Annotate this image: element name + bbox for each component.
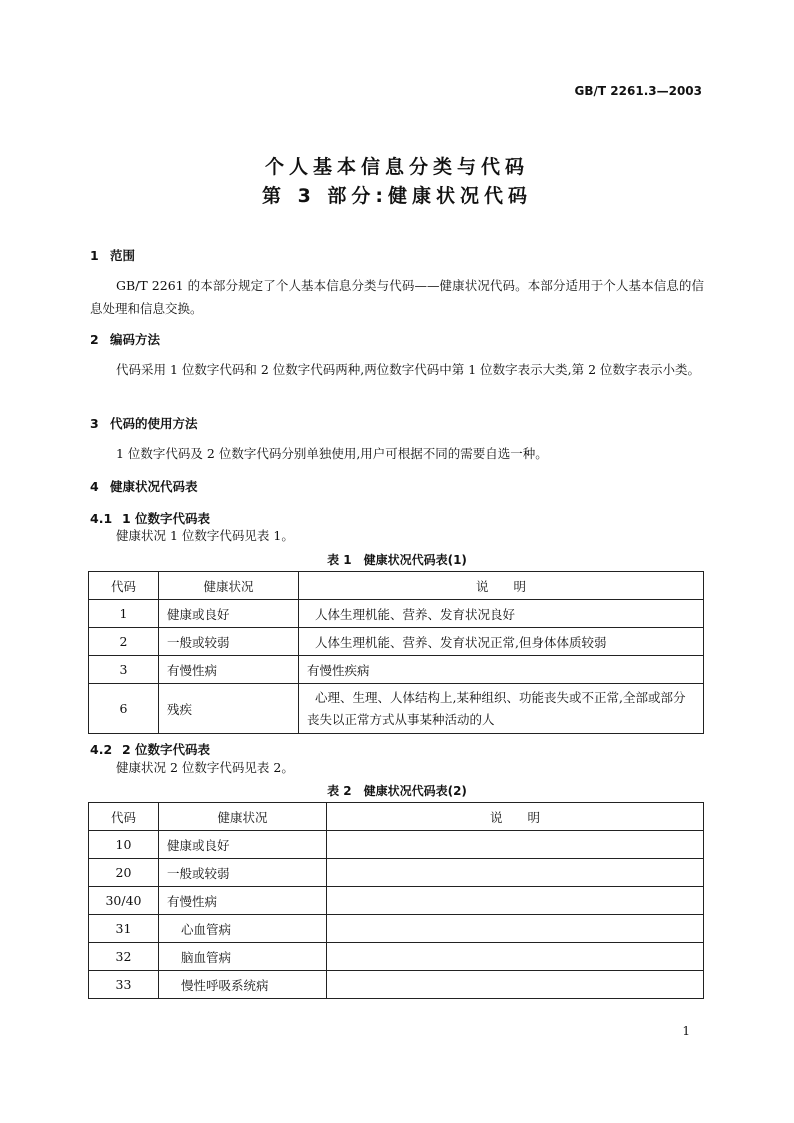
paragraph-text: 健康状况 1 位数字代码见表 1。	[116, 528, 294, 543]
cell-description	[299, 628, 704, 656]
table-row	[89, 628, 704, 656]
cell-status: 一般或较弱	[159, 628, 299, 656]
paragraph-text: 1 位数字代码及 2 位数字代码分别单独使用,用户可根据不同的需要自选一种。	[116, 446, 548, 461]
cell-description: 心理、生理、人体结构上,某种组织、功能丧失或不正常,全部或部分丧失以正常方式从事某种活动的人	[299, 684, 704, 734]
cell-code: 30/40	[89, 887, 159, 915]
description-text: 人体生理机能、营养、发育状况正常,但身体体质较弱	[315, 634, 607, 650]
cell-status: 一般或较弱	[159, 859, 327, 887]
section-4-1-paragraph	[90, 524, 704, 547]
standard-number: GB/T 2261.3—2003	[574, 84, 702, 98]
header-cell-code: 代码	[89, 572, 159, 600]
section-title: 范围	[110, 248, 136, 263]
cell-description	[327, 887, 704, 915]
cell-code: 6	[89, 684, 159, 734]
cell-status: 有慢性病	[159, 656, 299, 684]
cell-status: 心血管病	[159, 915, 327, 943]
table-row	[89, 656, 704, 684]
section-number: 2	[90, 332, 99, 347]
cell-code: 2	[89, 628, 159, 656]
section-title: 健康状况代码表	[110, 479, 198, 494]
cell-status: 健康或良好	[159, 600, 299, 628]
cell-code: 3	[89, 656, 159, 684]
section-3-paragraph	[90, 442, 704, 465]
table-2	[88, 802, 704, 999]
table-row	[89, 887, 704, 915]
section-title: 编码方法	[110, 332, 161, 347]
section-2-heading	[90, 330, 160, 348]
section-4-heading	[90, 477, 198, 495]
section-number: 4.1	[90, 511, 113, 526]
header-cell-code: 代码	[89, 803, 159, 831]
cell-status: 慢性呼吸系统病	[159, 971, 327, 999]
paragraph-text: GB/T 2261 的本部分规定了个人基本信息分类与代码——健康状况代码。本部分适用于个人基本信息的信息处理和信息交换。	[90, 278, 704, 316]
section-1-paragraph	[90, 274, 704, 320]
table-row	[89, 915, 704, 943]
cell-code: 33	[89, 971, 159, 999]
section-title: 2 位数字代码表	[122, 742, 211, 757]
cell-description	[327, 915, 704, 943]
section-title: 代码的使用方法	[110, 416, 198, 431]
section-2-paragraph	[90, 358, 704, 381]
cell-description: 有慢性疾病	[299, 656, 704, 684]
table-row	[89, 684, 704, 734]
table-2-caption: 表 2 健康状况代码表(2)	[327, 784, 467, 798]
cell-code: 31	[89, 915, 159, 943]
section-title: 1 位数字代码表	[122, 511, 211, 526]
page-number: 1	[682, 1024, 690, 1038]
table-row	[89, 971, 704, 999]
cell-status: 健康或良好	[159, 831, 327, 859]
header-cell-status: 健康状况	[159, 803, 327, 831]
paragraph-text: 健康状况 2 位数字代码见表 2。	[116, 760, 294, 775]
section-number: 3	[90, 416, 99, 431]
table-row	[89, 831, 704, 859]
cell-code: 32	[89, 943, 159, 971]
cell-code: 1	[89, 600, 159, 628]
cell-description	[327, 971, 704, 999]
section-number: 4.2	[90, 742, 113, 757]
description-text: 人体生理机能、营养、发育状况良好	[315, 606, 516, 622]
table-row	[89, 600, 704, 628]
table-row	[89, 943, 704, 971]
cell-code: 20	[89, 859, 159, 887]
header-cell-status: 健康状况	[159, 572, 299, 600]
section-3-heading	[90, 414, 198, 432]
cell-status: 有慢性病	[159, 887, 327, 915]
table-header-row	[89, 803, 704, 831]
cell-description	[327, 943, 704, 971]
paragraph-text: 代码采用 1 位数字代码和 2 位数字代码两种,两位数字代码中第 1 位数字表示大类,第 2 位数字表示小类。	[116, 362, 701, 377]
document-title: 个人基本信息分类与代码	[264, 156, 529, 178]
cell-code: 10	[89, 831, 159, 859]
header-cell-description: 说 明	[299, 572, 704, 600]
cell-description	[327, 859, 704, 887]
table-1	[88, 571, 704, 734]
cell-status: 残疾	[159, 684, 299, 734]
cell-description	[299, 600, 704, 628]
section-1-heading	[90, 246, 135, 264]
section-number: 4	[90, 479, 99, 494]
table-header-row	[89, 572, 704, 600]
cell-status: 脑血管病	[159, 943, 327, 971]
document-subtitle: 第 3 部分:健康状况代码	[261, 185, 533, 207]
cell-description	[327, 831, 704, 859]
section-number: 1	[90, 248, 99, 263]
table-1-caption: 表 1 健康状况代码表(1)	[327, 553, 467, 567]
table-row	[89, 859, 704, 887]
header-cell-description: 说 明	[327, 803, 704, 831]
section-4-2-paragraph	[90, 756, 704, 779]
